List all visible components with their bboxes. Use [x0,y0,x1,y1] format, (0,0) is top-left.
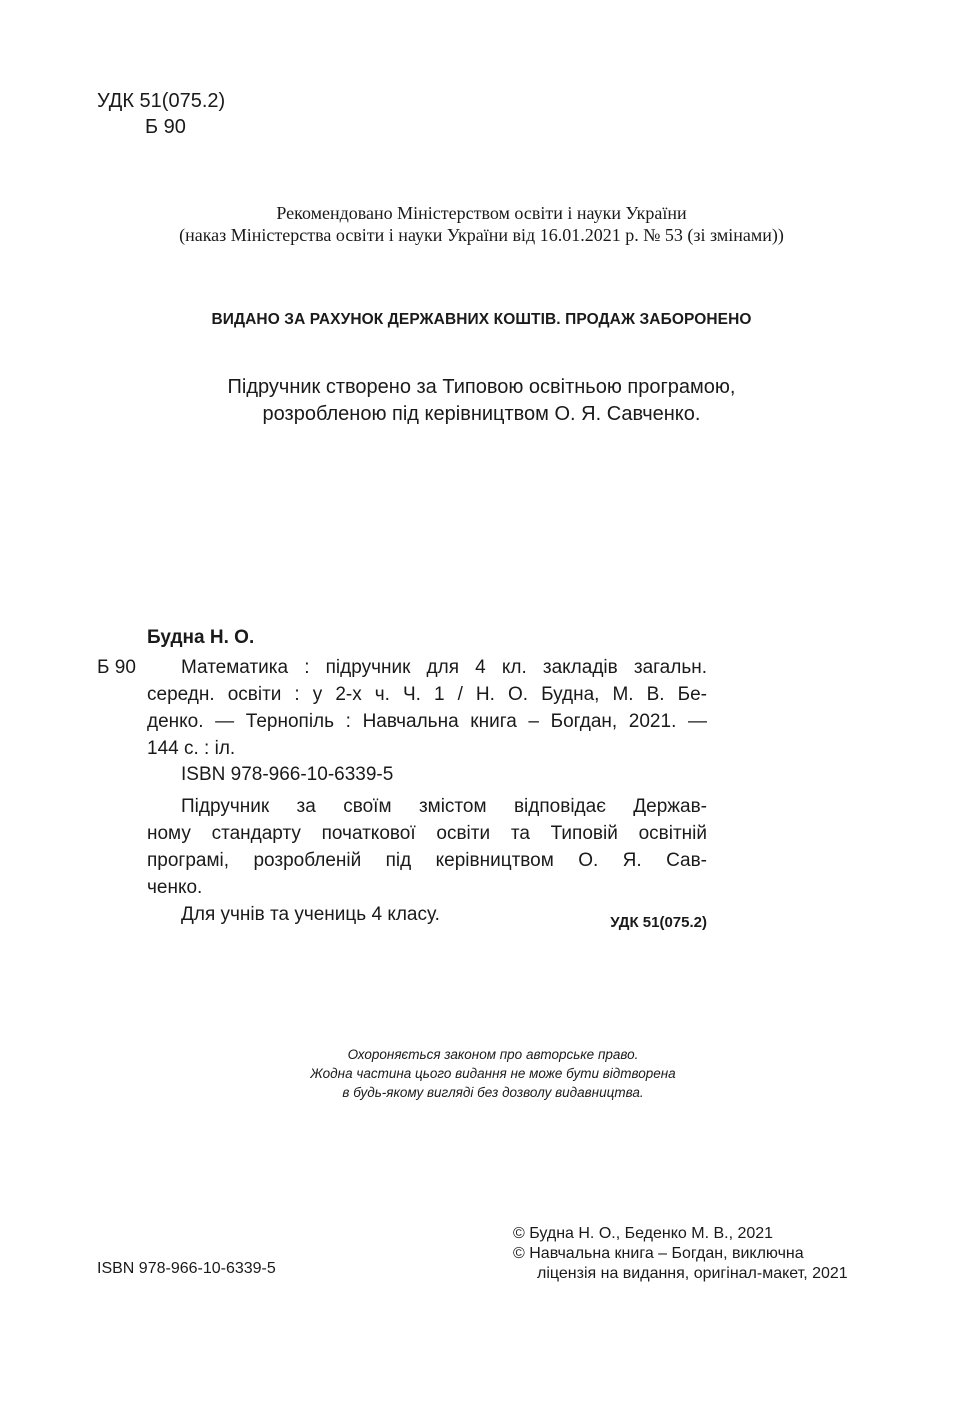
catalog-entry [147,654,707,762]
legal-line-3: в будь-якому вигляді без дозволу видавництва. [342,1085,644,1100]
catalog-code: Б 90 [97,657,136,678]
program-line-1: Підручник створено за Типовою освітньою програмою, [227,376,736,398]
funding-notice: ВИДАНО ЗА РАХУНОК ДЕРЖАВНИХ КОШТІВ. ПРОДАЖ ЗАБОРОНЕНО [211,311,752,328]
program-statement [0,374,963,428]
copyright-block [513,1224,848,1284]
ministry-recommendation [0,202,963,246]
udc-index: УДК 51(075.2) [97,90,226,112]
catalog-line-2: середн. освіти : у 2-х ч. Ч. 1 / Н. О. Будна, М. В. Бе- [147,684,707,705]
copyright-notice [0,1045,963,1102]
annotation-line-4: ченко. [147,877,203,898]
legal-line-1: Охороняється законом про авторське право. [347,1047,639,1062]
catalog-line-3: денко. — Тернопіль : Навчальна книга – Богдан, 2021. — [147,711,707,732]
annotation-line-1: Підручник за своїм змістом відповідає Держав- [181,796,707,817]
catalog-annotation [147,793,707,928]
catalog-line-1: Математика : підручник для 4 кл. закладів загальн. [181,657,707,678]
catalog-isbn: ISBN 978-966-10-6339-5 [181,764,394,785]
recommendation-line-1: Рекомендовано Міністерством освіти і науки України [276,203,687,223]
audience-line: Для учнів та учениць 4 класу. [181,904,440,925]
annotation-line-3: програмі, розробленій під керівництвом О. Я. Сав- [147,850,707,871]
catalog-udc: УДК 51(075.2) [610,914,707,931]
author-mark: Б 90 [145,116,186,138]
udc-block [97,88,225,140]
footer-isbn: ISBN 978-966-10-6339-5 [97,1260,276,1277]
annotation-line-2: ному стандарту початкової освіти та Типовій освітній [147,823,707,844]
legal-line-2: Жодна частина цього видання не може бути відтворена [310,1066,676,1081]
copyright-line-1: © Будна Н. О., Беденко М. В., 2021 [513,1225,774,1242]
copyright-line-3: ліцензія на видання, оригінал-макет, 2021 [537,1265,848,1282]
recommendation-line-2: (наказ Міністерства освіти і науки України від 16.01.2021 р. № 53 (зі змінами)) [179,225,784,245]
copyright-line-2: © Навчальна книга – Богдан, виключна [513,1245,804,1262]
catalog-author: Будна Н. О. [147,627,255,648]
program-line-2: розробленою під керівництвом О. Я. Савченко. [262,403,701,425]
catalog-line-4: 144 с. : іл. [147,738,236,759]
